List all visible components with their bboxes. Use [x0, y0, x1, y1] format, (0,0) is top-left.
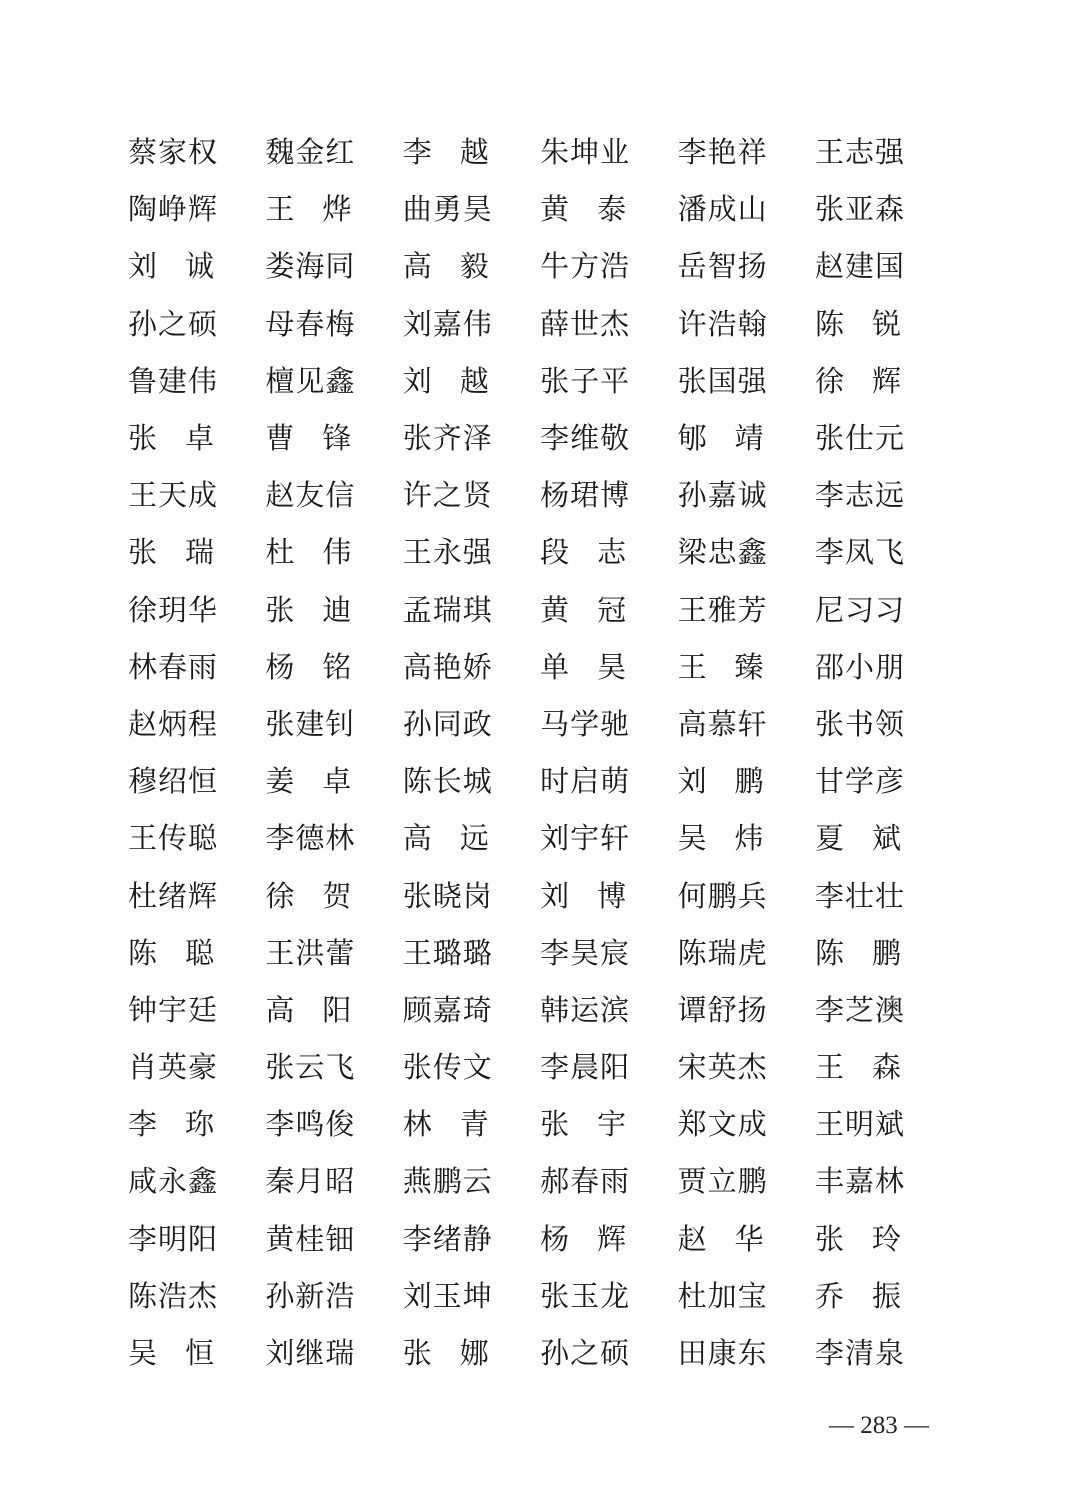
name-entry: 赵建国	[814, 249, 905, 284]
name-entry: 李芝澳	[814, 992, 905, 1027]
name-entry: 檀见鑫	[265, 363, 356, 398]
name-entry: 张 卓	[128, 421, 215, 456]
name-entry: 孙之硕	[540, 1336, 631, 1371]
name-entry: 张晓岗	[402, 878, 493, 913]
name-entry: 林春雨	[128, 649, 219, 684]
name-entry: 甘学彦	[814, 764, 905, 799]
name-entry: 朱坤业	[540, 135, 631, 170]
name-entry: 张仕元	[814, 421, 905, 456]
name-row	[128, 925, 928, 982]
name-entry: 黄桂钿	[265, 1221, 356, 1256]
name-entry: 赵炳程	[128, 706, 219, 741]
name-entry: 单 昊	[540, 649, 628, 684]
name-list	[128, 124, 928, 1382]
name-entry: 李 越	[402, 135, 490, 170]
name-entry: 徐 辉	[814, 363, 902, 398]
name-row	[128, 410, 928, 467]
name-entry: 陈瑞虎	[677, 935, 768, 970]
name-entry: 穆绍恒	[128, 764, 219, 799]
name-entry: 张子平	[540, 363, 631, 398]
name-entry: 赵友信	[265, 478, 356, 513]
name-entry: 郝春雨	[540, 1164, 631, 1199]
name-entry: 杜加宝	[677, 1278, 768, 1313]
name-entry: 刘嘉伟	[402, 306, 493, 341]
name-entry: 王明斌	[814, 1107, 905, 1142]
name-entry: 张 迪	[265, 592, 353, 627]
name-entry: 高慕轩	[677, 706, 768, 741]
name-entry: 薛世杰	[540, 306, 631, 341]
name-entry: 王传聪	[128, 821, 219, 856]
name-entry: 李清泉	[814, 1336, 905, 1371]
name-entry: 李昊宸	[540, 935, 631, 970]
name-entry: 王天成	[128, 478, 219, 513]
name-entry: 杨珺博	[540, 478, 631, 513]
name-entry: 刘宇轩	[540, 821, 631, 856]
name-entry: 李凤飞	[814, 535, 905, 570]
name-entry: 陈 锐	[814, 306, 902, 341]
name-entry: 韩运滨	[540, 992, 631, 1027]
name-entry: 王 臻	[677, 649, 765, 684]
name-entry: 马学驰	[540, 706, 631, 741]
name-entry: 吴 恒	[128, 1336, 215, 1371]
name-entry: 肖英豪	[128, 1050, 219, 1085]
name-entry: 陈长城	[402, 764, 493, 799]
name-entry: 鲁建伟	[128, 363, 219, 398]
name-entry: 张 瑞	[128, 535, 215, 570]
name-entry: 孟瑞琪	[402, 592, 493, 627]
name-entry: 燕鹏云	[402, 1164, 493, 1199]
name-entry: 王永强	[402, 535, 493, 570]
name-entry: 刘 越	[402, 363, 490, 398]
name-entry: 刘继瑞	[265, 1336, 356, 1371]
name-entry: 许浩翰	[677, 306, 768, 341]
page-number: — 283 —	[829, 1412, 929, 1439]
name-entry: 杜绪辉	[128, 878, 219, 913]
name-entry: 李 珎	[128, 1107, 215, 1142]
name-entry: 李晨阳	[540, 1050, 631, 1085]
name-row	[128, 1039, 928, 1096]
name-entry: 田康东	[677, 1336, 768, 1371]
name-entry: 秦月昭	[265, 1164, 356, 1199]
name-entry: 宋英杰	[677, 1050, 768, 1085]
name-entry: 王璐璐	[402, 935, 493, 970]
name-entry: 高艳娇	[402, 649, 493, 684]
name-entry: 陈浩杰	[128, 1278, 219, 1313]
name-row	[128, 1096, 928, 1153]
name-entry: 张建钊	[265, 706, 356, 741]
name-entry: 许之贤	[402, 478, 493, 513]
name-entry: 何鹏兵	[677, 878, 768, 913]
name-entry: 陈 聪	[128, 935, 215, 970]
name-entry: 邵小朋	[814, 649, 905, 684]
name-entry: 郑文成	[677, 1107, 768, 1142]
name-entry: 孙新浩	[265, 1278, 356, 1313]
name-entry: 李壮壮	[814, 878, 905, 913]
name-entry: 丰嘉林	[814, 1164, 905, 1199]
name-entry: 李德林	[265, 821, 356, 856]
name-entry: 张齐泽	[402, 421, 493, 456]
name-entry: 张传文	[402, 1050, 493, 1085]
name-entry: 张书领	[814, 706, 905, 741]
name-entry: 李绪静	[402, 1221, 493, 1256]
name-entry: 谭舒扬	[677, 992, 768, 1027]
name-entry: 岳智扬	[677, 249, 768, 284]
name-row	[128, 639, 928, 696]
name-entry: 王 烨	[265, 192, 353, 227]
name-entry: 王志强	[814, 135, 905, 170]
name-row	[128, 1268, 928, 1325]
name-entry: 刘 诚	[128, 249, 215, 284]
name-row	[128, 867, 928, 924]
name-entry: 张亚森	[814, 192, 905, 227]
name-entry: 顾嘉琦	[402, 992, 493, 1027]
name-entry: 张国强	[677, 363, 768, 398]
name-entry: 张 娜	[402, 1336, 490, 1371]
name-entry: 张云飞	[265, 1050, 356, 1085]
name-entry: 陈 鹏	[814, 935, 902, 970]
name-entry: 刘玉坤	[402, 1278, 493, 1313]
name-row	[128, 1325, 928, 1382]
name-entry: 徐 贺	[265, 878, 353, 913]
name-entry: 娄海同	[265, 249, 356, 284]
name-entry: 高 远	[402, 821, 490, 856]
name-entry: 王 森	[814, 1050, 902, 1085]
name-row	[128, 1153, 928, 1210]
name-entry: 时启萌	[540, 764, 631, 799]
name-row	[128, 467, 928, 524]
name-row	[128, 353, 928, 410]
name-row	[128, 753, 928, 810]
name-entry: 杨 铭	[265, 649, 353, 684]
name-entry: 孙同政	[402, 706, 493, 741]
name-entry: 钟宇廷	[128, 992, 219, 1027]
name-entry: 李维敬	[540, 421, 631, 456]
name-entry: 夏 斌	[814, 821, 902, 856]
name-entry: 王洪蕾	[265, 935, 356, 970]
name-entry: 陶峥辉	[128, 192, 219, 227]
name-entry: 高 阳	[265, 992, 353, 1027]
name-entry: 王雅芳	[677, 592, 768, 627]
name-entry: 张 玲	[814, 1221, 902, 1256]
name-entry: 咸永鑫	[128, 1164, 219, 1199]
name-entry: 赵 华	[677, 1221, 765, 1256]
name-entry: 高 毅	[402, 249, 490, 284]
name-entry: 孙之硕	[128, 306, 219, 341]
name-entry: 魏金红	[265, 135, 356, 170]
name-entry: 尼习习	[814, 592, 905, 627]
name-entry: 曹 锋	[265, 421, 353, 456]
name-entry: 牛方浩	[540, 249, 631, 284]
name-entry: 蔡家权	[128, 135, 219, 170]
name-entry: 段 志	[540, 535, 628, 570]
name-entry: 吴 炜	[677, 821, 765, 856]
name-entry: 李志远	[814, 478, 905, 513]
name-entry: 郇 靖	[677, 421, 765, 456]
name-entry: 杜 伟	[265, 535, 353, 570]
name-entry: 潘成山	[677, 192, 768, 227]
name-entry: 黄 泰	[540, 192, 628, 227]
name-row	[128, 238, 928, 295]
name-entry: 母春梅	[265, 306, 356, 341]
name-entry: 张玉龙	[540, 1278, 631, 1313]
name-entry: 姜 卓	[265, 764, 353, 799]
name-row	[128, 181, 928, 238]
name-entry: 刘 鹏	[677, 764, 765, 799]
name-entry: 梁忠鑫	[677, 535, 768, 570]
name-entry: 张 宇	[540, 1107, 628, 1142]
name-entry: 黄 冠	[540, 592, 628, 627]
name-entry: 孙嘉诚	[677, 478, 768, 513]
name-entry: 乔 振	[814, 1278, 902, 1313]
name-row	[128, 810, 928, 867]
name-entry: 贾立鹏	[677, 1164, 768, 1199]
name-row	[128, 982, 928, 1039]
name-row	[128, 582, 928, 639]
name-entry: 李鸣俊	[265, 1107, 356, 1142]
name-entry: 曲勇昊	[402, 192, 493, 227]
name-entry: 林 青	[402, 1107, 490, 1142]
name-row	[128, 296, 928, 353]
name-entry: 李艳祥	[677, 135, 768, 170]
name-row	[128, 524, 928, 581]
name-row	[128, 696, 928, 753]
name-entry: 杨 辉	[540, 1221, 628, 1256]
name-entry: 刘 博	[540, 878, 628, 913]
name-row	[128, 124, 928, 181]
name-entry: 徐玥华	[128, 592, 219, 627]
name-entry: 李明阳	[128, 1221, 219, 1256]
name-row	[128, 1211, 928, 1268]
